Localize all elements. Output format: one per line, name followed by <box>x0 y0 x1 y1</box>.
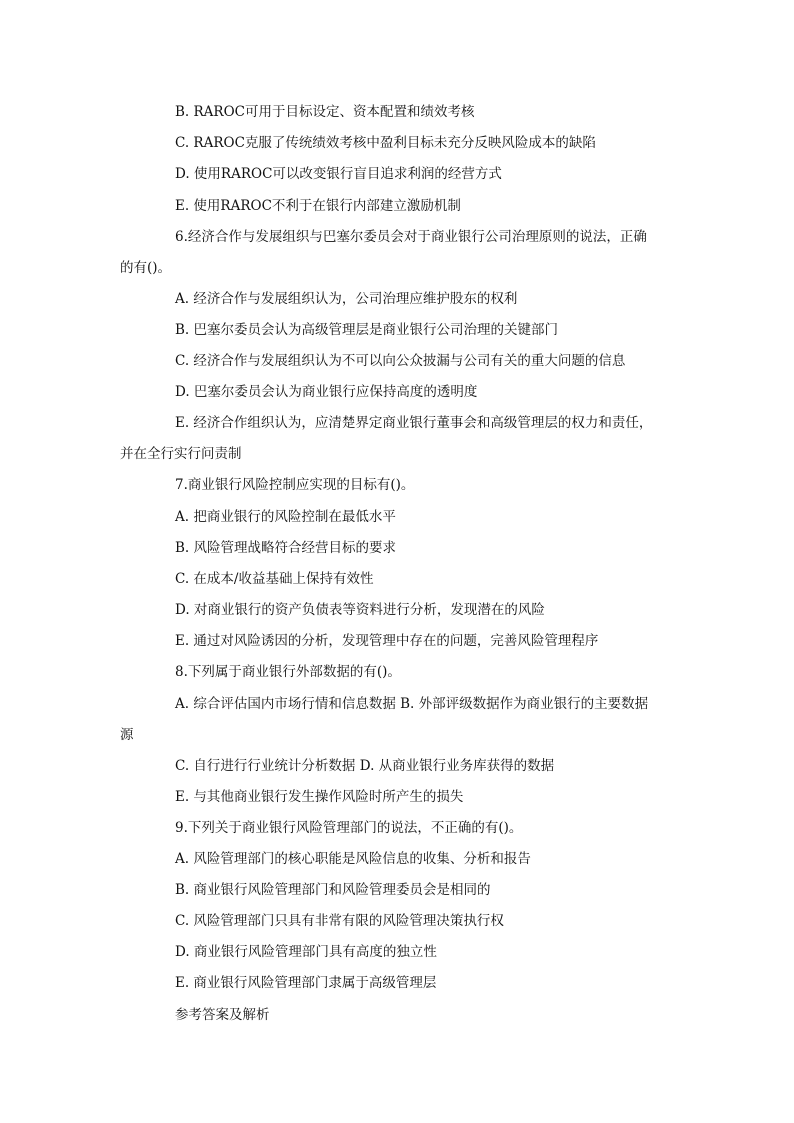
option-6b: B. 巴塞尔委员会认为高级管理层是商业银行公司治理的关键部门 <box>175 322 559 338</box>
option-8b-continued: 源 <box>120 727 134 743</box>
question-9: 9.下列关于商业银行风险管理部门的说法，不正确的有()。 <box>175 820 523 836</box>
option-6a: A. 经济合作与发展组织认为，公司治理应维护股东的权利 <box>175 291 518 307</box>
option-5e: E. 使用RAROC不利于在银行内部建立激励机制 <box>175 198 461 214</box>
option-9b: B. 商业银行风险管理部门和风险管理委员会是相同的 <box>175 882 491 898</box>
option-7e: E. 通过对风险诱因的分析，发现管理中存在的问题，完善风险管理程序 <box>175 633 599 649</box>
option-9c: C. 风险管理部门只具有非常有限的风险管理决策执行权 <box>175 913 504 929</box>
option-5d: D. 使用RAROC可以改变银行盲目追求利润的经营方式 <box>175 166 502 182</box>
option-8e: E. 与其他商业银行发生操作风险时所产生的损失 <box>175 789 464 805</box>
option-8ab: A. 综合评估国内市场行情和信息数据 B. 外部评级数据作为商业银行的主要数据 <box>175 696 649 712</box>
option-5b: B. RAROC可用于目标设定、资本配置和绩效考核 <box>175 104 475 120</box>
option-6d: D. 巴塞尔委员会认为商业银行应保持高度的透明度 <box>175 384 478 400</box>
option-9d: D. 商业银行风险管理部门具有高度的独立性 <box>175 944 437 960</box>
option-7d: D. 对商业银行的资产负债表等资料进行分析，发现潜在的风险 <box>175 602 545 618</box>
question-7: 7.商业银行风险控制应实现的目标有()。 <box>175 477 415 493</box>
option-7c: C. 在成本/收益基础上保持有效性 <box>175 571 374 587</box>
option-6e: E. 经济合作组织认为，应清楚界定商业银行董事会和高级管理层的权力和责任， <box>175 415 653 431</box>
question-6: 6.经济合作与发展组织与巴塞尔委员会对于商业银行公司治理原则的说法，正确 <box>175 229 647 245</box>
option-9a: A. 风险管理部门的核心职能是风险信息的收集、分析和报告 <box>175 851 531 867</box>
question-6-continued: 的有()。 <box>120 260 172 276</box>
option-8cd: C. 自行进行行业统计分析数据 D. 从商业银行业务库获得的数据 <box>175 758 555 774</box>
option-5c: C. RAROC克服了传统绩效考核中盈利目标未充分反映风险成本的缺陷 <box>175 135 596 151</box>
option-9e: E. 商业银行风险管理部门隶属于高级管理层 <box>175 975 437 991</box>
option-6c: C. 经济合作与发展组织认为不可以向公众披漏与公司有关的重大问题的信息 <box>175 353 626 369</box>
option-7b: B. 风险管理战略符合经营目标的要求 <box>175 540 397 556</box>
option-7a: A. 把商业银行的风险控制在最低水平 <box>175 509 396 525</box>
answers-heading: 参考答案及解析 <box>175 1007 270 1023</box>
option-6e-continued: 并在全行实行问责制 <box>120 446 242 462</box>
question-8: 8.下列属于商业银行外部数据的有()。 <box>175 664 401 680</box>
